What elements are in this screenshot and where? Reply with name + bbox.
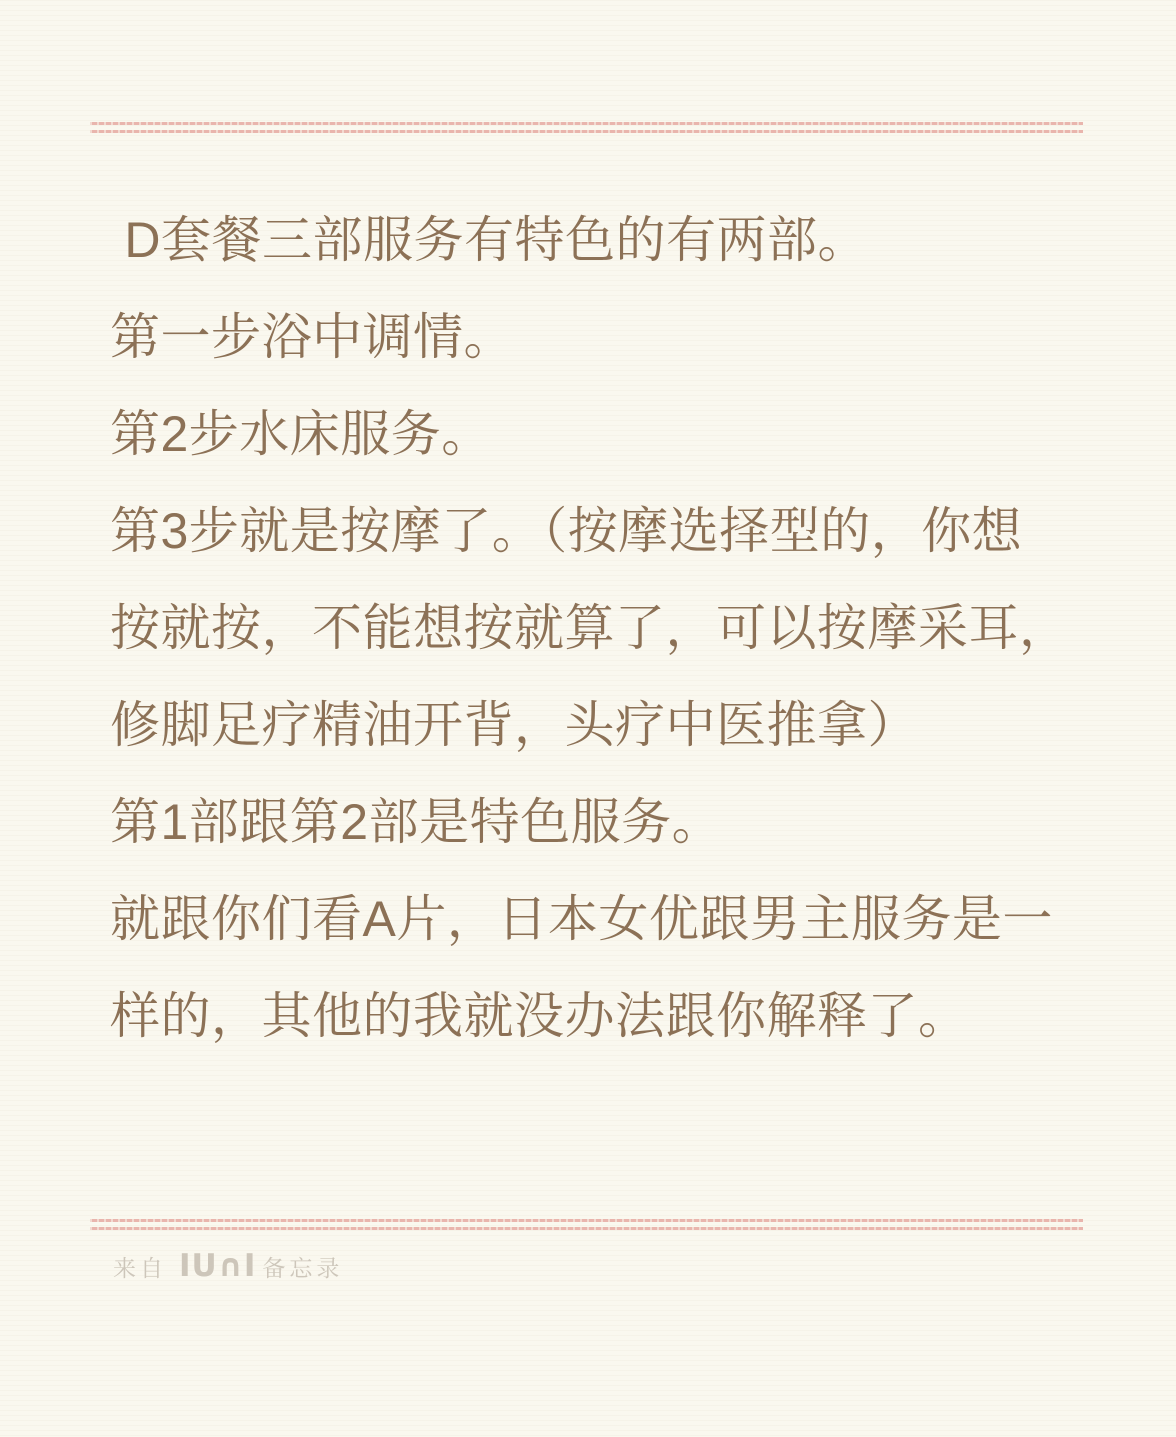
bottom-divider-line-2 (90, 1227, 1083, 1230)
note-line: D套餐三部服务有特色的有两部。 (110, 212, 868, 268)
note-line: 第一步浴中调情。 (110, 309, 514, 365)
footer-attribution (113, 1248, 343, 1288)
note-line: 修脚足疗精油开背，头疗中医推拿） (110, 697, 918, 753)
note-line: 样的，其他的我就没办法跟你解释了。 (110, 988, 969, 1044)
top-divider-line-1 (90, 122, 1083, 125)
note-line: 第1部跟第2部是特色服务。 (110, 794, 723, 850)
iuni-logo: IU∩I (179, 1248, 257, 1284)
bottom-divider-line-1 (90, 1219, 1083, 1222)
footer-prefix-label: 来自 (113, 1255, 167, 1281)
note-line: 就跟你们看A片，日本女优跟男主服务是一 (110, 891, 1053, 947)
note-line: 第2步水床服务。 (110, 406, 492, 462)
note-line: 按就按，不能想按就算了，可以按摩采耳， (110, 600, 1070, 656)
top-divider-line-2 (90, 130, 1083, 133)
note-line: 第3步就是按摩了。（按摩选择型的，你想 (110, 503, 1023, 559)
footer-app-name: 备忘录 (262, 1255, 344, 1281)
note-body (110, 192, 1090, 1065)
